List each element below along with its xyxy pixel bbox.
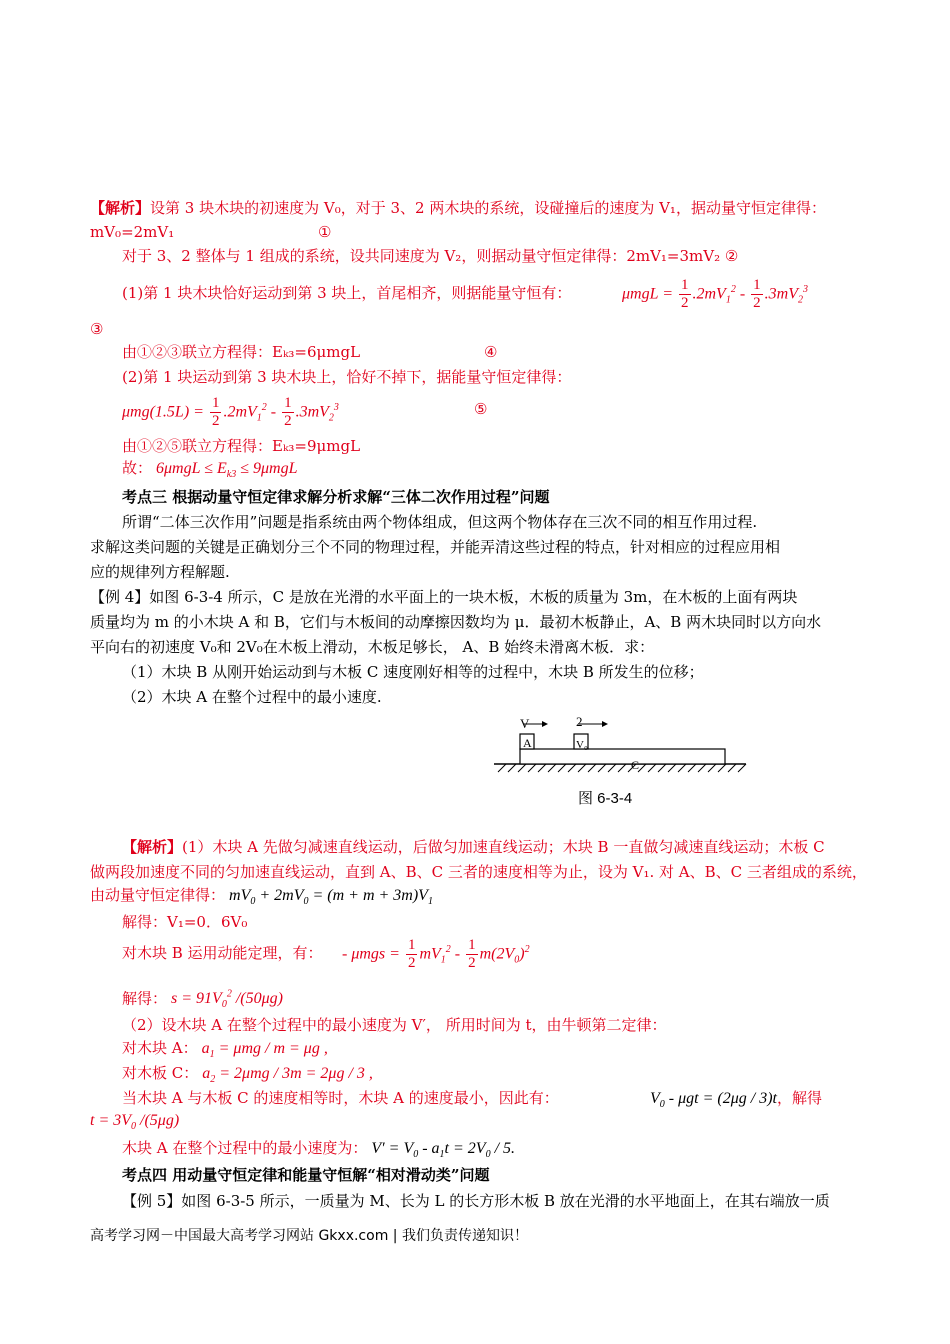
label-a: A [523,736,532,750]
analysis1-line6: (2)第 1 块运动到第 3 块木块上，恰好不掉下，据能量守恒定律得： [122,368,572,386]
label-c: C [631,758,640,772]
analysis2-line7: （2）设木块 A 在整个过程中的最小速度为 V′， 所用时间为 t，由牛顿第二定律： [122,1016,667,1034]
analysis1-line1: 【解析】设第 3 块木块的初速度为 V₀，对于 3、2 两木块的系统，设碰撞后的速度为 V₁，据动量守恒定律得： [90,199,826,217]
example4-question2: （2）木块 A 在整个过程中的最小速度. [122,688,382,706]
section3-para-line1: 所谓“二体三次作用”问题是指系统由两个物体组成，但这两个物体存在三次不同的相互作用过程. [122,513,758,531]
equation-mark-5: ⑤ [474,400,488,418]
equation-mark-4: ④ [484,343,498,361]
section3-title: 考点三 根据动量守恒定律求解分析求解“三体二次作用过程”问题 [122,488,550,506]
analysis2-line10: 当木块 A 与木板 C 的速度相等时，木块 A 的速度最小，因此有： [122,1089,559,1107]
figure-caption: 图 6-3-4 [578,790,633,807]
analysis2-line2: 做两段加速度不同的匀加速直线运动，直到 A、B、C 三者的速度相等为止，设为 V₁. 对 A、B、C 三者组成的系统， [90,863,867,881]
analysis2-line11: $t = 3V_0$ /(5μg) [90,1112,180,1133]
analysis2-line8: 对木块 A： $a_1 = \mu mg / m = \mu g$ , [122,1039,328,1061]
analysis1-line9: 故： $6\mu mgL \le E_{k3} \le 9\mu mgL$ [122,459,298,481]
analysis2-line3: 由动量守恒定律得： $mV_0 + 2mV_0 = (m + m + 3m)V_1$ [90,886,433,908]
figure-6-3-4 [490,712,750,782]
example4-line3: 平向右的初速度 V₀和 2V₀在木板上滑动，木板足够长， A、B 始终未滑离木板．求： [90,638,655,656]
equation-mark-3: ③ [90,320,104,338]
example4-line2: 质量均为 m 的小木块 A 和 B，它们与木板间的动摩擦因数均为 μ．最初木板静止，A、B 两木块同时以方向水 [90,613,822,631]
label-b: V₀ [576,739,588,751]
page-footer: 高考学习网－中国最大高考学习网站 Gkxx.com | 我们负责传递知识！ [90,1228,528,1244]
section3-para-line3: 应的规律列方程解题. [90,563,230,581]
analysis2-line12: 木块 A 在整个过程中的最小速度为： $V' = V_0 - a_1t = 2V_0 / 5$. [122,1139,516,1161]
example4-question1: （1）木块 B 从刚开始运动到与木板 C 速度刚好相等的过程中，木块 B 所发生的位移； [122,663,704,681]
section4-title: 考点四 用动量守恒定律和能量守恒解“相对滑动类”问题 [122,1166,490,1184]
analysis1-line2: mV₀=2mV₁ [90,223,175,241]
energy-equation-5: μmg(1.5L) = $\frac{1}{2}$ $.2mV_1^2$ - $\frac{1}{2}$ $.3mV_2^3$ [122,395,339,430]
kinetic-energy-equation: - μmgs = $\frac{1}{2}$ $mV_1^2$ - $\frac{1}{2}$ $m(2V_0)^2$ [342,937,530,972]
analysis1-line3: 对于 3、2 整体与 1 组成的系统，设共同速度为 V₂，则据动量守恒定律得：2mV₁=3mV₂ ② [122,247,739,265]
board-c [520,749,725,764]
analysis2-line1: 【解析】(1）木块 A 先做匀减速直线运动，后做匀加速直线运动；木块 B 一直做匀减速直线运动；木板 C [122,838,825,856]
section3-para-line2: 求解这类问题的关键是正确划分三个不同的物理过程，并能弄清这些过程的特点，针对相应的过程应用相 [90,538,781,556]
example5-line1: 【例 5】如图 6-3-5 所示，一质量为 M、长为 L 的长方形木板 B 放在光滑的水平地面上，在其右端放一质 [122,1192,830,1210]
analysis2-line9: 对木板 C： $a_2 = 2\mu mg / 3m = 2\mu g / 3$ , [122,1064,373,1086]
analysis1-line4: (1)第 1 块木块恰好运动到第 3 块上，首尾相齐，则据能量守恒有： [122,284,572,302]
label-2: 2 [576,714,583,729]
analysis2-line5: 对木块 B 运用动能定理，有： [122,944,323,962]
analysis1-line5: 由①②③联立方程得：Eₖ₃=6μmgL [122,343,361,361]
analysis2-line6: 解得： $s = 91V_0^2$ /(50μg) [122,989,283,1011]
analysis2-line10-eq: $V_0 - \mu gt = (2\mu g / 3)t$，解得 [650,1089,822,1111]
ground-hatching [498,764,746,772]
analysis1-line8: 由①②⑤联立方程得：Eₖ₃=9μmgL [122,437,361,455]
equation-mark-1: ① [318,223,332,241]
energy-equation-3: μmgL = $\frac{1}{2}$ $.2mV_1^2$ - $\frac{1}{2}$ $.3mV_2^3$ [622,277,808,312]
analysis2-line4: 解得：V₁=0．6V₀ [122,913,248,931]
label-v: V [520,716,530,731]
example4-line1: 【例 4】如图 6-3-4 所示，C 是放在光滑的水平面上的一块木板，木板的质量为 3m，在木板的上面有两块 [90,588,798,606]
